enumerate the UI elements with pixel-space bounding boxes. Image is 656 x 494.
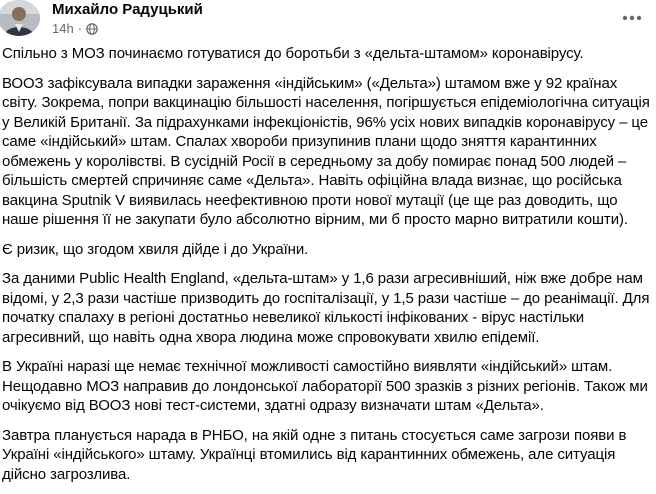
- author-name[interactable]: Михайло Радуцький: [52, 1, 203, 18]
- post-timestamp[interactable]: 14h: [52, 21, 74, 36]
- post-paragraph: ВООЗ зафіксувала випадки зараження «індійським» («Дельта») штамом вже у 92 країнах світу. Зокрема, попри вакцинацію більшості населення, погіршується епідеміологічна ситуація у Великій Британії. За підрахунками інфекціоністів, 96% усіх нових випадків коронавірусу – це саме «індійський» штам. Спалах хвороби призупинив плани щодо зняття карантинних обмежень у королівстві. В сусідній Росії в середньому за добу помирає понад 500 людей – більшість смертей спричиняє саме «Дельта». Навіть офіційна влада визнає, що російська вакцина Sputnik V виявилась неефективною проти нової мутації (це ще раз доводить, що наше рішення її не закупати було абсолютно вірним, ми б просто марно витратили кошти).: [2, 74, 650, 228]
- post-text: [2, 44, 650, 494]
- post-paragraph: Спільно з МОЗ починаємо готуватися до боротьби з «дельта-штамом» коронавірусу.: [2, 45, 584, 62]
- more-options-icon: [622, 15, 642, 21]
- avatar[interactable]: [0, 0, 40, 36]
- separator-dot: ·: [77, 21, 83, 36]
- globe-icon[interactable]: [86, 23, 98, 35]
- post-paragraph: Завтра планується нарада в РНБО, на якій одне з питань стосується саме загрози появи в Україні «індійського» штаму. Українці втомились від карантинних обмежень, але ситуація дійсно загрозлива.: [2, 426, 627, 483]
- post-paragraph: За даними Public Health England, «дельта-штам» у 1,6 рази агресивніший, ніж вже добре нам відомі, у 2,3 рази частіше призводить до госпіталізації, у 1,5 рази частіше – до реанімації. Для початку спалаху в регіоні достатньо невеликої кількості інфікованих - вірус настільки агресивний, що навіть одна хвора людина може спровокувати хвилю епідемії.: [2, 270, 650, 346]
- post-paragraph: Є ризик, що згодом хвиля дійде і до України.: [2, 240, 309, 258]
- post-paragraph: В Україні наразі ще немає технічної можливості самостійно виявляти «індійський» штам. Нещодавно МОЗ направив до лондонської лабораторії 500 зразків з різних регіонів. Також ми очікуємо від ВООЗ нові тест-системи, здатні одразу визначати штам «Дельта».: [2, 358, 648, 414]
- more-options-button[interactable]: [618, 8, 646, 28]
- profile-photo-icon: [0, 0, 40, 36]
- post-header: [0, 0, 656, 40]
- post-meta: [52, 21, 98, 36]
